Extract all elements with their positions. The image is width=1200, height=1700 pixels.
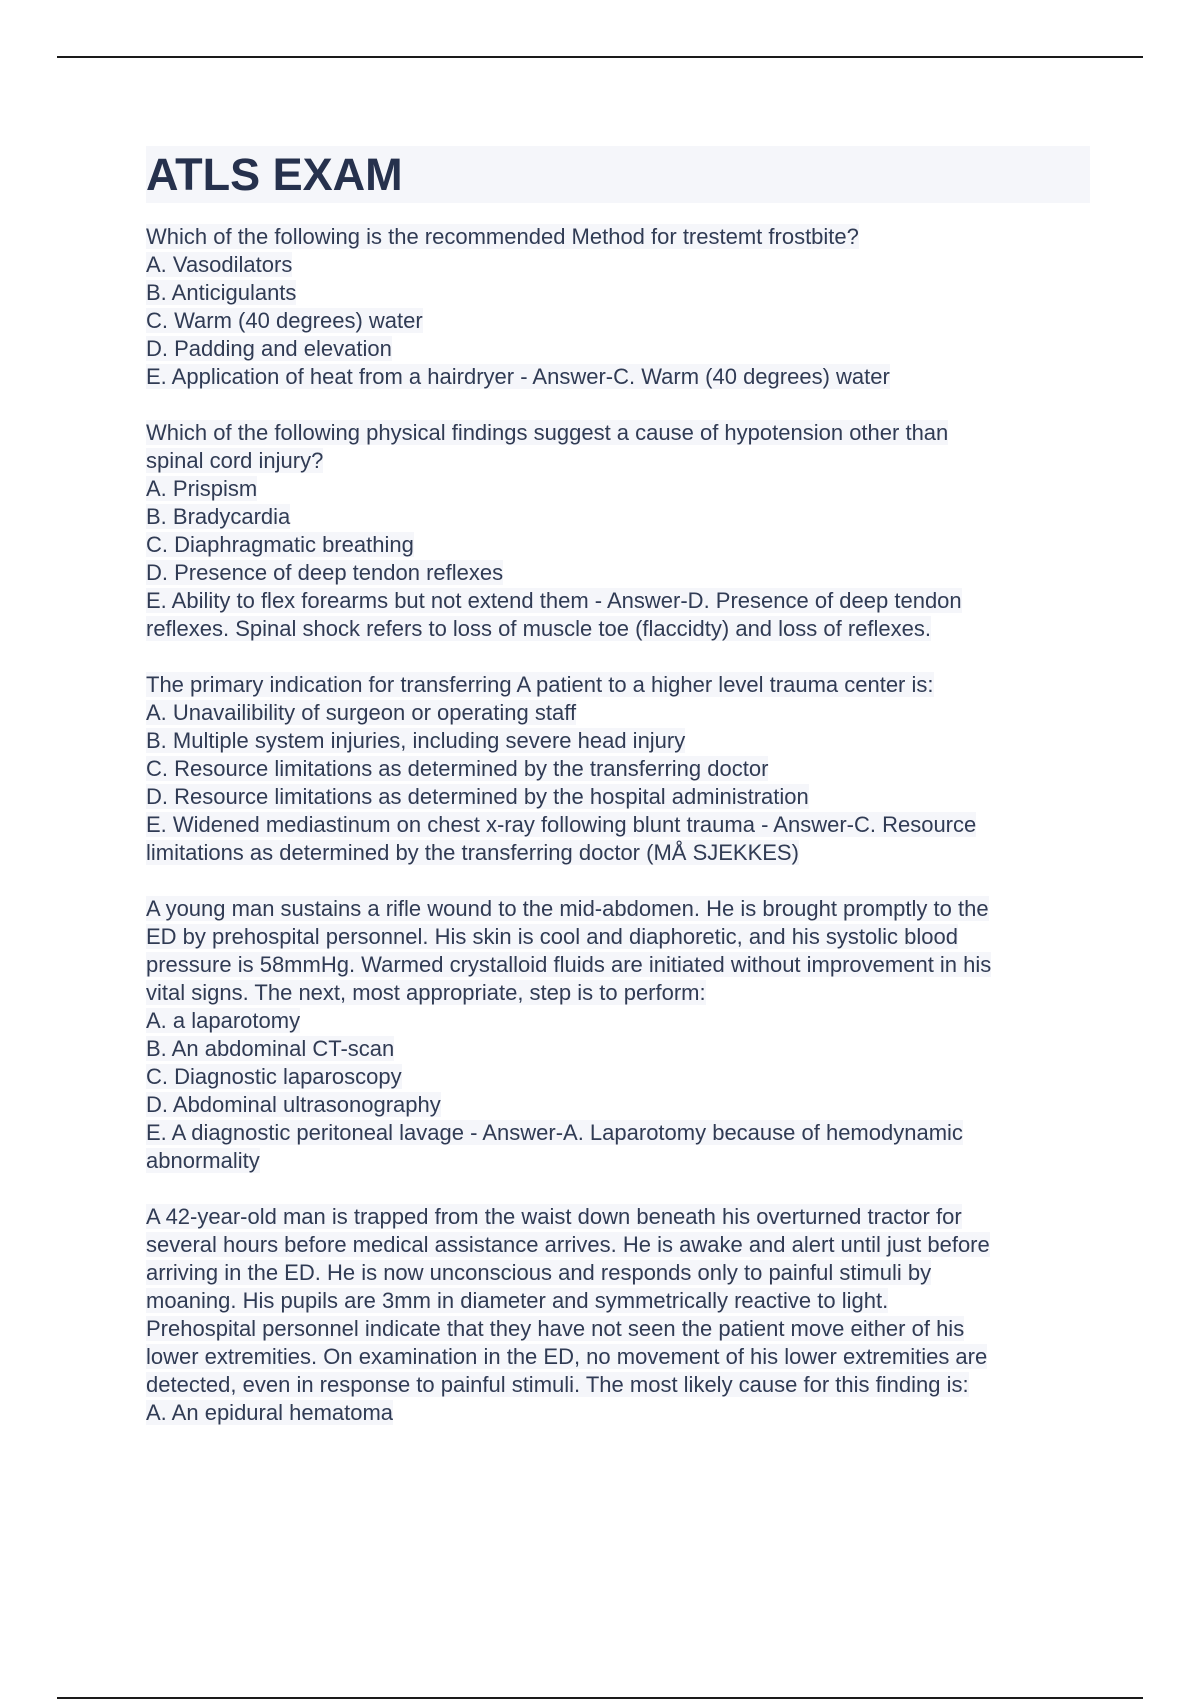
line-text: A 42-year-old man is trapped from the waist down beneath his overturned tractor for: [146, 1204, 962, 1229]
line-text: limitations as determined by the transferring doctor (MÅ SJEKKES): [146, 840, 799, 865]
line-text: A. Prispism: [146, 476, 258, 501]
question-line: [146, 1343, 1090, 1371]
line-text: ED by prehospital personnel. His skin is cool and diaphoretic, and his systolic blood: [146, 924, 958, 949]
line-text: D. Presence of deep tendon reflexes: [146, 560, 504, 585]
question-line: [146, 475, 1090, 503]
question-line: [146, 1091, 1090, 1119]
question-line: [146, 979, 1090, 1007]
question-line: [146, 1063, 1090, 1091]
line-text: B. An abdominal CT-scan: [146, 1036, 395, 1061]
question-line: [146, 279, 1090, 307]
question-line: [146, 839, 1090, 867]
line-text: vital signs. The next, most appropriate, step is to perform:: [146, 980, 706, 1005]
question-block: [146, 223, 1090, 391]
line-text: D. Padding and elevation: [146, 336, 392, 361]
top-rule: [57, 56, 1143, 58]
question-text-line: [146, 671, 1090, 699]
line-text: A young man sustains a rifle wound to the mid-abdomen. He is brought promptly to the: [146, 896, 989, 921]
question-line: [146, 755, 1090, 783]
question-line: [146, 531, 1090, 559]
question-line: [146, 587, 1090, 615]
line-text: Which of the following is the recommended Method for trestemt frostbite?: [146, 224, 859, 249]
question-block: [146, 671, 1090, 867]
line-text: A. Vasodilators: [146, 252, 293, 277]
question-line: [146, 1287, 1090, 1315]
line-text: B. Multiple system injuries, including severe head injury: [146, 728, 686, 753]
question-line: [146, 335, 1090, 363]
question-line: [146, 727, 1090, 755]
question-line: [146, 923, 1090, 951]
line-text: abnormality: [146, 1148, 260, 1173]
line-text: D. Abdominal ultrasonography: [146, 1092, 441, 1117]
line-text: C. Resource limitations as determined by the transferring doctor: [146, 756, 769, 781]
line-text: E. Ability to flex forearms but not extend them - Answer-D. Presence of deep tendon: [146, 588, 962, 613]
question-text-line: [146, 419, 1090, 447]
question-line: [146, 699, 1090, 727]
line-text: E. Widened mediastinum on chest x-ray following blunt trauma - Answer-C. Resource: [146, 812, 977, 837]
line-text: A. a laparotomy: [146, 1008, 301, 1033]
line-text: C. Warm (40 degrees) water: [146, 308, 423, 333]
line-text: moaning. His pupils are 3mm in diameter and symmetrically reactive to light.: [146, 1288, 889, 1313]
question-line: [146, 559, 1090, 587]
question-line: [146, 615, 1090, 643]
question-line: [146, 1231, 1090, 1259]
line-text: lower extremities. On examination in the ED, no movement of his lower extremities are: [146, 1344, 988, 1369]
question-line: [146, 363, 1090, 391]
question-block: [146, 1203, 1090, 1427]
line-text: B. Bradycardia: [146, 504, 291, 529]
question-line: [146, 1035, 1090, 1063]
line-text: C. Diagnostic laparoscopy: [146, 1064, 402, 1089]
line-text: reflexes. Spinal shock refers to loss of muscle toe (flaccidty) and loss of reflexes.: [146, 616, 931, 641]
question-text-line: [146, 1203, 1090, 1231]
question-line: [146, 1399, 1090, 1427]
question-line: [146, 503, 1090, 531]
question-list: [146, 223, 1090, 1427]
line-text: C. Diaphragmatic breathing: [146, 532, 414, 557]
bottom-rule: [57, 1697, 1143, 1699]
line-text: Prehospital personnel indicate that they have not seen the patient move either of his: [146, 1316, 965, 1341]
question-line: [146, 1371, 1090, 1399]
line-text: The primary indication for transferring A patient to a higher level trauma center is:: [146, 672, 934, 697]
question-line: [146, 1119, 1090, 1147]
line-text: E. A diagnostic peritoneal lavage - Answer-A. Laparotomy because of hemodynamic: [146, 1120, 963, 1145]
question-block: [146, 419, 1090, 643]
question-line: [146, 447, 1090, 475]
document-title: ATLS EXAM: [146, 149, 403, 200]
question-line: [146, 811, 1090, 839]
line-text: several hours before medical assistance arrives. He is awake and alert until just before: [146, 1232, 990, 1257]
line-text: detected, even in response to painful stimuli. The most likely cause for this finding is:: [146, 1372, 969, 1397]
question-text-line: [146, 895, 1090, 923]
line-text: E. Application of heat from a hairdryer - Answer-C. Warm (40 degrees) water: [146, 364, 890, 389]
question-block: [146, 895, 1090, 1175]
question-text-line: [146, 223, 1090, 251]
line-text: arriving in the ED. He is now unconscious and responds only to painful stimuli by: [146, 1260, 932, 1285]
line-text: A. An epidural hematoma: [146, 1400, 394, 1425]
line-text: B. Anticigulants: [146, 280, 297, 305]
question-line: [146, 783, 1090, 811]
question-line: [146, 251, 1090, 279]
line-text: D. Resource limitations as determined by the hospital administration: [146, 784, 809, 809]
question-line: [146, 1147, 1090, 1175]
question-line: [146, 307, 1090, 335]
question-line: [146, 1259, 1090, 1287]
question-line: [146, 951, 1090, 979]
line-text: A. Unavailibility of surgeon or operating staff: [146, 700, 577, 725]
line-text: spinal cord injury?: [146, 448, 324, 473]
question-line: [146, 1007, 1090, 1035]
document-body: [146, 146, 1090, 1455]
question-line: [146, 1315, 1090, 1343]
line-text: Which of the following physical findings suggest a cause of hypotension other than: [146, 420, 949, 445]
line-text: pressure is 58mmHg. Warmed crystalloid fluids are initiated without improvement in his: [146, 952, 992, 977]
title-band: [146, 146, 1090, 203]
